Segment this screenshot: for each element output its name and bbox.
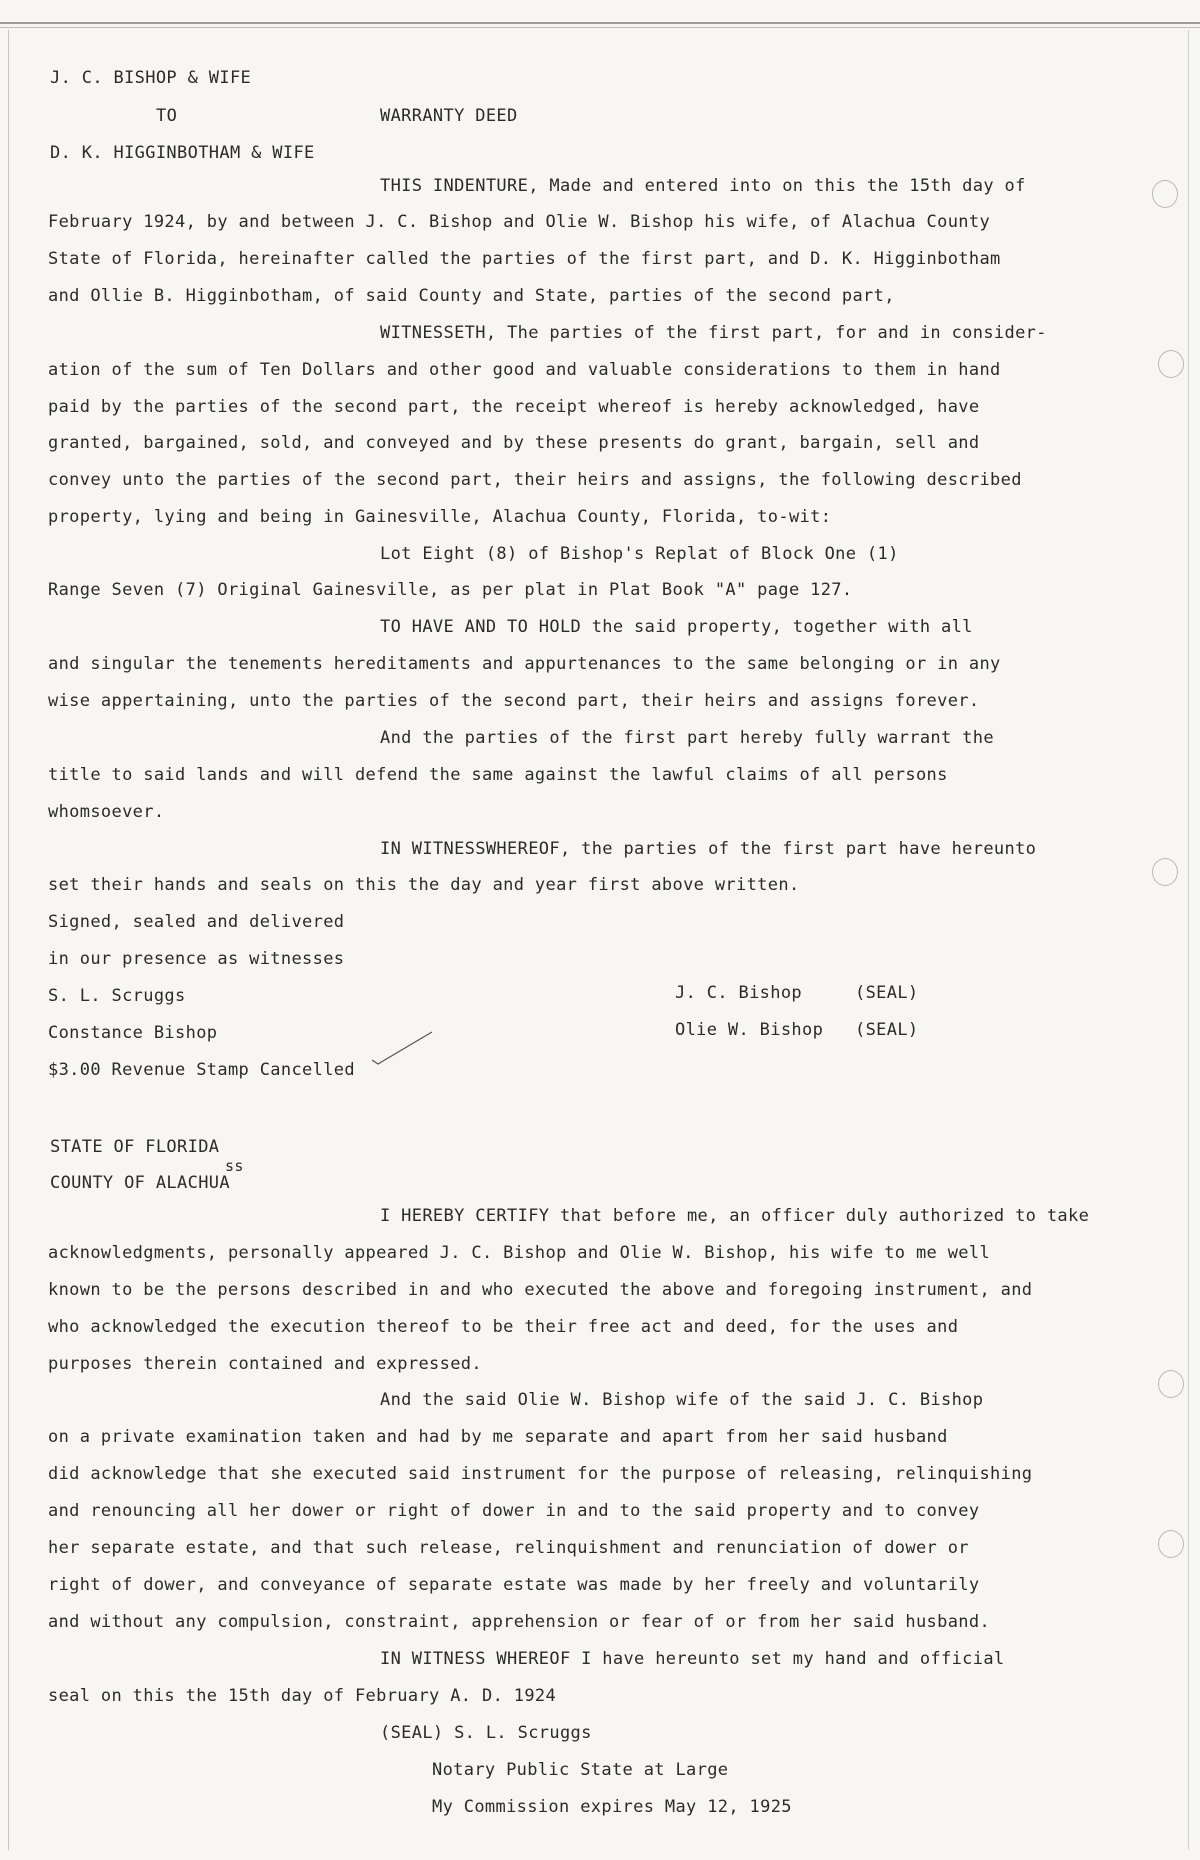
deed-line: set their hands and seals on this the day and year first above written. [48, 875, 800, 895]
deed-line: TO HAVE AND TO HOLD the said property, together with all [380, 617, 973, 637]
property-description: Range Seven (7) Original Gainesville, as per plat in Plat Book "A" page 127. [48, 580, 853, 600]
deed-line: and Ollie B. Higginbotham, of said County and State, parties of the second part, [48, 286, 895, 306]
grantee-heading: D. K. HIGGINBOTHAM & WIFE [50, 143, 315, 163]
deed-line: whomsoever. [48, 802, 165, 822]
deed-line: And the parties of the first part hereby fully warrant the [380, 728, 994, 748]
ack-line: IN WITNESS WHEREOF I have hereunto set my hand and official [380, 1649, 1005, 1669]
ack-line: right of dower, and conveyance of separate estate was made by her freely and voluntarily [48, 1575, 980, 1595]
check-mark-icon [370, 1028, 434, 1068]
deed-line: WITNESSETH, The parties of the first part, for and in consider- [380, 323, 1047, 343]
deed-line: in our presence as witnesses [48, 949, 345, 969]
venue-ss: ss [225, 1157, 244, 1175]
ack-line: And the said Olie W. Bishop wife of the said J. C. Bishop [380, 1390, 984, 1410]
notary-signature: (SEAL) S. L. Scruggs [380, 1723, 592, 1743]
ack-line: known to be the persons described in and who executed the above and foregoing instrument, and [48, 1280, 1033, 1300]
right-margin-line [1188, 30, 1189, 1850]
punch-hole-icon [1158, 1530, 1184, 1558]
punch-hole-icon [1152, 858, 1178, 886]
deed-line: State of Florida, hereinafter called the parties of the first part, and D. K. Higginbotham [48, 249, 1001, 269]
ack-line: her separate estate, and that such release, relinquishment and renunciation of dower or [48, 1538, 969, 1558]
punch-hole-icon [1152, 180, 1178, 208]
property-description: Lot Eight (8) of Bishop's Replat of Block One (1) [380, 544, 899, 564]
left-margin-line [8, 30, 9, 1850]
ack-line: on a private examination taken and had by me separate and apart from her said husband [48, 1427, 948, 1447]
grantor-heading: J. C. BISHOP & WIFE [50, 68, 252, 88]
seal-label: (SEAL) [855, 1020, 919, 1040]
ack-line: and without any compulsion, constraint, apprehension or fear of or from her said husband. [48, 1612, 991, 1632]
ack-line: did acknowledge that she executed said instrument for the purpose of releasing, relinquishing [48, 1464, 1033, 1484]
deed-line: granted, bargained, sold, and conveyed and by these presents do grant, bargain, sell and [48, 433, 980, 453]
notary-title: Notary Public State at Large [432, 1760, 729, 1780]
punch-hole-icon [1158, 350, 1184, 378]
commission-expiry: My Commission expires May 12, 1925 [432, 1797, 792, 1817]
signer-name: Olie W. Bishop [675, 1020, 824, 1040]
document-type-title: WARRANTY DEED [380, 106, 518, 126]
revenue-stamp-note: $3.00 Revenue Stamp Cancelled [48, 1060, 355, 1080]
ack-line: I HEREBY CERTIFY that before me, an officer duly authorized to take [380, 1206, 1090, 1226]
ack-line: seal on this the 15th day of February A. D. 1924 [48, 1686, 557, 1706]
to-label: TO [156, 106, 178, 126]
deed-line: wise appertaining, unto the parties of the second part, their heirs and assigns forever. [48, 691, 980, 711]
witness-name: Constance Bishop [48, 1023, 218, 1043]
deed-line: convey unto the parties of the second part, their heirs and assigns, the following described [48, 470, 1022, 490]
ack-line: who acknowledged the execution thereof to be their free act and deed, for the uses and [48, 1317, 959, 1337]
deed-line: THIS INDENTURE, Made and entered into on this the 15th day of [380, 176, 1026, 196]
punch-hole-icon [1158, 1370, 1184, 1398]
top-border-line [0, 22, 1200, 24]
witness-name: S. L. Scruggs [48, 986, 186, 1006]
deed-line: and singular the tenements hereditaments and appurtenances to the same belonging or in any [48, 654, 1001, 674]
deed-line: February 1924, by and between J. C. Bishop and Olie W. Bishop his wife, of Alachua County [48, 212, 991, 232]
ack-line: purposes therein contained and expressed. [48, 1354, 482, 1374]
deed-line: Signed, sealed and delivered [48, 912, 345, 932]
ack-line: acknowledgments, personally appeared J. C. Bishop and Olie W. Bishop, his wife to me well [48, 1243, 991, 1263]
deed-line: ation of the sum of Ten Dollars and other good and valuable considerations to them in hand [48, 360, 1001, 380]
venue-county: COUNTY OF ALACHUA [50, 1173, 230, 1193]
ack-line: and renouncing all her dower or right of dower in and to the said property and to convey [48, 1501, 980, 1521]
deed-line: property, lying and being in Gainesville, Alachua County, Florida, to-wit: [48, 507, 832, 527]
seal-label: (SEAL) [855, 983, 919, 1003]
deed-line: paid by the parties of the second part, the receipt whereof is hereby acknowledged, have [48, 397, 980, 417]
deed-line: title to said lands and will defend the same against the lawful claims of all persons [48, 765, 948, 785]
top-border-line-secondary [0, 27, 1200, 28]
signer-name: J. C. Bishop [675, 983, 803, 1003]
venue-state: STATE OF FLORIDA [50, 1137, 220, 1157]
deed-line: IN WITNESSWHEREOF, the parties of the first part have hereunto [380, 839, 1037, 859]
